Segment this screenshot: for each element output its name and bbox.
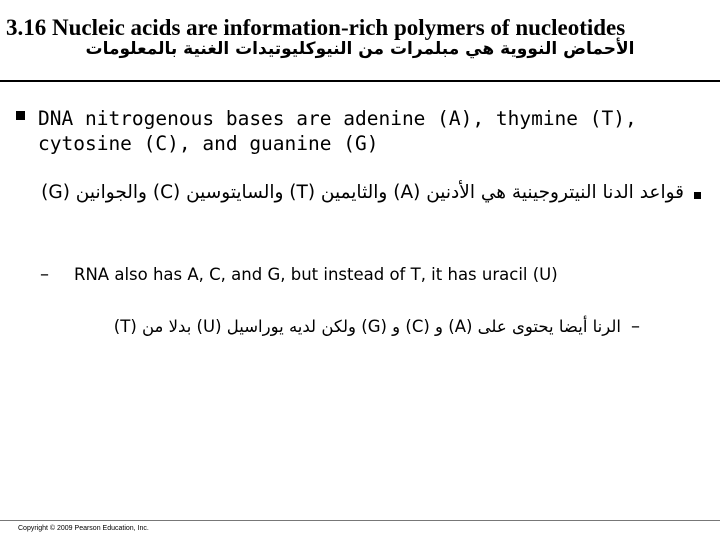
title-divider bbox=[0, 80, 720, 82]
bullet-rna-bases: RNA also has A, C, and G, but instead of T, it has uracil (U) bbox=[74, 265, 558, 284]
square-bullet-icon bbox=[16, 111, 25, 120]
bullet-dna-bases-arabic: قواعد الدنا النيتروجينية هي الأدنين (A) والثايمين (T) والسايتوسين (C) والجوانين (G) bbox=[41, 182, 684, 203]
dash-bullet-icon: – bbox=[40, 264, 49, 285]
bullet-dna-bases: DNA nitrogenous bases are adenine (A), thymine (T), cytosine (C), and guanine (G) bbox=[38, 107, 637, 155]
slide-title-arabic: الأحماض النووية هي مبلمرات من النيوكليوتيدات الغنية بالمعلومات bbox=[85, 39, 635, 59]
square-bullet-icon bbox=[694, 192, 701, 199]
copyright-notice: Copyright © 2009 Pearson Education, Inc. bbox=[18, 525, 149, 532]
bullet-rna-bases-arabic: الرنا أيضا يحتوى على (A) و (C) و (G) ولكن لديه يوراسيل (U) بدلا من (T) bbox=[113, 317, 621, 336]
footer-divider bbox=[0, 520, 720, 521]
slide-title: 3.16 Nucleic acids are information-rich polymers of nucleotides bbox=[6, 15, 626, 40]
dash-bullet-icon: – bbox=[631, 316, 640, 337]
